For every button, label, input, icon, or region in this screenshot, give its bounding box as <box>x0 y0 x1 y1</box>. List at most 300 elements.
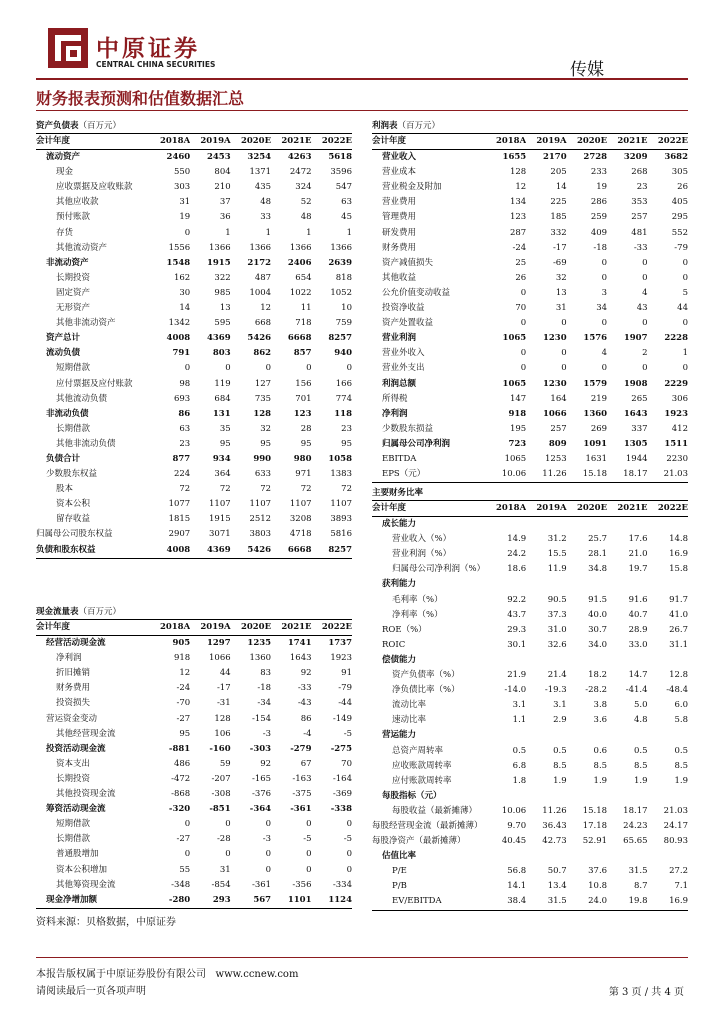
cell-value <box>526 653 566 668</box>
table-header-row <box>36 134 352 150</box>
cell-value <box>526 517 566 533</box>
table-caption <box>372 486 688 500</box>
cell-value: 1741 <box>287 638 312 649</box>
cell-value: 293 <box>212 894 231 905</box>
cell-value <box>486 577 526 592</box>
cell-value: -338 <box>330 804 352 815</box>
table-row <box>372 517 688 533</box>
cell-value: 24.2 <box>507 549 527 560</box>
row-label: 负债合计 <box>46 453 81 464</box>
cell-value: 269 <box>590 423 608 434</box>
cell-value: 1004 <box>249 287 272 298</box>
cell-value: 3071 <box>209 529 231 540</box>
table-row <box>372 728 688 743</box>
data-source: 资料来源：贝格数据，中原证券 <box>36 917 176 928</box>
cell-value <box>607 849 647 864</box>
cell-value: 303 <box>173 182 191 193</box>
cell-value: 26 <box>677 182 688 193</box>
cell-value: 162 <box>173 272 191 283</box>
cell-value: 13 <box>555 287 567 298</box>
cell-value: 1 <box>265 227 272 238</box>
cell-value: 59 <box>219 758 231 769</box>
table-row <box>36 226 352 241</box>
cell-value: 1297 <box>206 638 231 649</box>
cell-value: 2172 <box>247 257 272 268</box>
table-row <box>36 863 352 878</box>
cell-value: 1107 <box>209 499 231 510</box>
cell-value: 8.5 <box>593 760 608 771</box>
disclaimer-text: 请阅读最后一页各项声明 <box>36 986 146 997</box>
cell-value: -33 <box>633 242 648 253</box>
cell-value: -334 <box>332 879 352 890</box>
cell-value: -149 <box>332 713 352 724</box>
table-row <box>372 744 688 759</box>
table-row <box>36 377 352 392</box>
cell-value: 27.2 <box>669 866 688 877</box>
cell-value: -69 <box>552 257 567 268</box>
row-label: 流动负债 <box>46 348 81 359</box>
cell-value: 257 <box>631 212 648 223</box>
cell-value: 0 <box>601 318 608 329</box>
table-row <box>372 759 688 774</box>
table-row <box>372 547 688 562</box>
cell-value: 322 <box>214 272 231 283</box>
cell-value: 3803 <box>249 529 272 540</box>
table-row <box>36 847 352 862</box>
cell-value: 48 <box>260 197 272 208</box>
cell-value: 2406 <box>287 257 312 268</box>
row-label: 资产负债率（%） <box>392 670 460 681</box>
column-header-year: 2022E <box>321 622 352 632</box>
cell-value: 305 <box>671 167 688 178</box>
cell-value: 12 <box>515 182 527 193</box>
table-row <box>372 407 688 422</box>
table-row <box>36 165 352 180</box>
cell-value: -17 <box>216 683 231 694</box>
cell-value: -275 <box>330 743 352 754</box>
table-row <box>36 452 352 467</box>
cell-value: 95 <box>341 438 352 449</box>
cell-value: 0 <box>306 849 312 860</box>
cell-value: 205 <box>550 167 567 178</box>
row-label: 少数股东权益 <box>46 469 98 480</box>
cell-value: 13 <box>219 303 231 314</box>
cell-value: 1107 <box>289 499 312 510</box>
table-row <box>36 636 352 652</box>
cell-value <box>567 728 607 743</box>
cell-value: 91.6 <box>628 594 648 605</box>
cell-value: 31.5 <box>628 866 648 877</box>
cell-value: 224 <box>173 469 191 480</box>
cell-value: 72 <box>219 484 231 495</box>
row-label: 营业成本 <box>382 167 417 178</box>
cell-value: -160 <box>209 743 231 754</box>
row-label: 公允价值变动收益 <box>382 287 451 298</box>
cell-value: 34 <box>596 303 608 314</box>
cell-value: 98 <box>179 378 191 389</box>
cell-value: 412 <box>671 423 688 434</box>
row-label: 其他收益 <box>382 272 417 283</box>
table-caption-text: 现金流量表 <box>36 607 79 617</box>
cell-value: 185 <box>550 212 567 223</box>
cell-value <box>607 517 647 533</box>
table-row <box>36 331 352 346</box>
cell-value: 3.1 <box>512 700 527 711</box>
cell-value: 40.0 <box>588 609 608 620</box>
cell-value: 3 <box>601 287 608 298</box>
cell-value: 72 <box>179 484 191 495</box>
cell-value: 547 <box>335 182 352 193</box>
cell-value: 92.2 <box>507 594 527 605</box>
cell-value: 2512 <box>249 514 272 525</box>
cell-value: -24 <box>176 683 191 694</box>
cell-value: 134 <box>509 197 527 208</box>
cell-value: 70 <box>341 758 352 769</box>
cell-value: 128 <box>509 167 527 178</box>
row-label: 资本公积增加 <box>56 864 108 875</box>
row-label: 存货 <box>56 227 74 238</box>
table-row <box>36 286 352 301</box>
row-label: 其他投资现金流 <box>56 789 116 800</box>
cell-value: -14.0 <box>504 685 527 696</box>
cell-value: 1066 <box>209 653 231 664</box>
cell-value: 940 <box>334 348 352 359</box>
cell-value: 3.1 <box>553 700 567 711</box>
cell-value: 52 <box>300 197 312 208</box>
table-row <box>36 878 352 893</box>
cell-value: 487 <box>254 272 272 283</box>
cell-value: 1101 <box>287 894 312 905</box>
cell-value: 30.7 <box>588 624 608 635</box>
cell-value: 72 <box>300 484 312 495</box>
cell-value: 34.0 <box>588 639 608 650</box>
cell-value: 1230 <box>542 378 567 389</box>
cell-value: 4718 <box>289 529 312 540</box>
cell-value: 2728 <box>583 152 608 163</box>
cell-value: 5.8 <box>674 715 688 726</box>
website-link[interactable]: www.ccnew.com <box>215 969 299 980</box>
table-row <box>36 543 352 559</box>
row-label: 每股收益（最新摊薄） <box>392 805 478 816</box>
cell-value: 1253 <box>545 453 567 464</box>
cell-value: 10.8 <box>588 881 608 892</box>
cell-value: 654 <box>295 272 312 283</box>
table-row <box>36 651 352 666</box>
cell-value: 91.5 <box>588 594 608 605</box>
cell-value: 24.23 <box>623 820 648 831</box>
table-row <box>36 497 352 512</box>
cell-value: 19 <box>596 182 608 193</box>
cell-value: 15.18 <box>582 469 608 480</box>
cell-value <box>526 577 566 592</box>
cell-value: 0 <box>520 348 527 359</box>
cell-value: 0 <box>561 348 567 359</box>
cell-value: 23 <box>179 438 191 449</box>
cell-value: 14.9 <box>507 534 527 545</box>
cell-value: 80.93 <box>663 836 688 847</box>
cell-value: 8.7 <box>633 881 648 892</box>
cell-value: 1.1 <box>512 715 527 726</box>
cell-value: 332 <box>550 227 567 238</box>
row-label: EBITDA <box>382 453 417 464</box>
cell-value: 0 <box>225 849 231 860</box>
cell-value: 18.17 <box>623 805 648 816</box>
cell-value: 15.18 <box>582 805 608 816</box>
cell-value: 33.0 <box>628 639 648 650</box>
cell-value: -5 <box>303 834 312 845</box>
cell-value: 210 <box>214 182 231 193</box>
cell-value: 1 <box>225 227 231 238</box>
cell-value: 127 <box>254 378 272 389</box>
row-label: 短期借款 <box>56 819 91 830</box>
cell-value: -279 <box>290 743 312 754</box>
cell-value: -881 <box>168 743 191 754</box>
cell-value: 225 <box>550 197 567 208</box>
cell-value: 5.0 <box>633 700 648 711</box>
cell-value: -5 <box>343 728 352 739</box>
column-header-year: 2019A <box>200 136 231 146</box>
cell-value: 268 <box>631 167 648 178</box>
cell-value: 735 <box>254 393 272 404</box>
cell-value: 1383 <box>330 469 352 480</box>
cell-value: 3.6 <box>593 715 608 726</box>
column-header-year: 2018A <box>159 136 191 146</box>
cell-value: 21.03 <box>663 469 688 480</box>
cell-value: 0 <box>346 864 352 875</box>
row-label: 管理费用 <box>382 212 417 223</box>
row-label: 短期借款 <box>56 363 91 374</box>
cell-value: 15.8 <box>669 564 688 575</box>
row-label: 长期投资 <box>56 773 91 784</box>
cell-value: 32.6 <box>547 639 567 650</box>
cell-value <box>648 577 688 592</box>
cell-value: 41.0 <box>669 609 688 620</box>
cell-value: -28.2 <box>585 685 608 696</box>
cell-value: 21.9 <box>507 670 527 681</box>
cell-value <box>486 849 526 864</box>
column-header-year: 2019A <box>536 503 567 513</box>
cell-value: 28.1 <box>588 549 608 560</box>
column-header-label: 会计年度 <box>372 503 407 513</box>
cell-value: 91.7 <box>669 594 688 605</box>
column-header-year: 2022E <box>321 136 352 146</box>
table-row <box>372 804 688 819</box>
column-header-year: 2021E <box>281 622 312 632</box>
row-label: 投资活动现金流 <box>46 743 106 754</box>
table-row <box>372 180 688 195</box>
row-label: 经营活动现金流 <box>46 638 106 649</box>
cell-value: -19.3 <box>544 685 567 696</box>
cell-value: 1091 <box>583 438 608 449</box>
cell-value: 24.0 <box>588 896 608 907</box>
cell-value: 0 <box>601 257 608 268</box>
cell-value: 1360 <box>583 408 608 419</box>
cell-value: 34.8 <box>588 564 608 575</box>
table-row <box>372 256 688 271</box>
cell-value: 1907 <box>623 333 648 344</box>
cell-value: 0 <box>346 363 352 374</box>
row-label: 资产减值损失 <box>382 257 434 268</box>
cell-value: 809 <box>548 438 567 449</box>
cell-value: 30.1 <box>507 639 527 650</box>
cell-value: 156 <box>295 378 312 389</box>
table-row <box>36 467 352 482</box>
table-row <box>36 150 352 166</box>
cell-value: 0 <box>642 257 648 268</box>
cell-value: 28 <box>300 423 312 434</box>
cell-value: 5 <box>682 287 688 298</box>
row-label: 归属母公司净利润（%） <box>392 564 486 575</box>
row-label: 预付账款 <box>56 212 91 223</box>
column-header-year: 2021E <box>617 136 648 146</box>
cell-value: 8.5 <box>674 760 688 771</box>
table-row <box>36 346 352 361</box>
page-header <box>0 0 724 80</box>
table-row <box>36 482 352 497</box>
cell-value <box>567 517 607 533</box>
column-header-year: 2019A <box>536 136 567 146</box>
company-logo <box>48 26 218 74</box>
table-row <box>372 210 688 225</box>
cell-value: 13.4 <box>547 881 567 892</box>
cell-value: 10 <box>341 303 352 314</box>
cell-value: 10.06 <box>501 469 527 480</box>
cell-value: -79 <box>674 242 688 253</box>
table-row <box>372 608 688 623</box>
cell-value: 18.17 <box>623 469 648 480</box>
cell-value: 0 <box>184 363 191 374</box>
row-label: 资产总计 <box>46 333 81 344</box>
table-row <box>372 698 688 713</box>
table-caption-unit: （百万元） <box>78 607 122 617</box>
cell-value <box>526 728 566 743</box>
table-caption-text: 主要财务比率 <box>372 488 424 498</box>
cell-value: 11.9 <box>547 564 567 575</box>
cell-value: 1944 <box>625 453 648 464</box>
cell-value: 1066 <box>542 408 567 419</box>
column-header-label: 会计年度 <box>372 136 407 146</box>
table-caption-text: 利润表 <box>372 121 398 131</box>
cell-value: 1371 <box>249 167 272 178</box>
cell-value: -28 <box>216 834 231 845</box>
cell-value: 63 <box>341 197 352 208</box>
row-label: 普通股增加 <box>56 849 99 860</box>
cell-value: 0 <box>642 318 648 329</box>
row-label: 资本公积 <box>56 499 91 510</box>
cell-value: 72 <box>260 484 272 495</box>
cell-value: 0 <box>225 363 231 374</box>
cell-value: -375 <box>292 789 312 800</box>
cell-value: 72 <box>341 484 352 495</box>
table-row <box>36 696 352 711</box>
cell-value: 0.6 <box>593 745 608 756</box>
cell-value: 11.26 <box>542 469 567 480</box>
table-row <box>372 422 688 437</box>
cell-value: 905 <box>172 638 191 649</box>
cell-value: 1305 <box>623 438 648 449</box>
table-row <box>372 562 688 577</box>
cell-value: 1107 <box>330 499 352 510</box>
cell-value: 11 <box>300 303 312 314</box>
cell-value: 1058 <box>328 453 352 464</box>
cell-value: 353 <box>631 197 648 208</box>
table-row <box>36 512 352 527</box>
cell-value: 52.91 <box>582 836 608 847</box>
table-row <box>372 668 688 683</box>
table-row <box>36 301 352 316</box>
cell-value: 6668 <box>287 544 312 555</box>
column-header-label: 会计年度 <box>36 622 71 632</box>
cell-value: 164 <box>550 393 567 404</box>
cell-value: 9.70 <box>507 820 527 831</box>
cell-value <box>607 653 647 668</box>
cell-value: 25.7 <box>588 534 608 545</box>
cell-value: 0 <box>265 864 272 875</box>
cell-value: 40.7 <box>628 609 648 620</box>
cell-value: 286 <box>590 197 608 208</box>
cell-value: 1556 <box>168 242 191 253</box>
cell-value: 804 <box>214 167 231 178</box>
table-caption <box>36 119 352 133</box>
row-label: ROIC <box>382 639 406 650</box>
cell-value: 12 <box>179 668 191 679</box>
cell-value: 1923 <box>664 408 688 419</box>
cell-value: 28.9 <box>628 624 648 635</box>
cell-value: -308 <box>211 789 231 800</box>
row-label: 净利率（%） <box>392 609 443 620</box>
cell-value <box>486 517 526 533</box>
cell-value: 0 <box>184 227 191 238</box>
cell-value: 14 <box>555 182 567 193</box>
row-label: 应收账款周转率 <box>392 760 452 771</box>
cell-value: 0.5 <box>674 745 688 756</box>
cell-value: 118 <box>334 408 352 419</box>
row-label: 其他非流动资产 <box>56 318 116 329</box>
cell-value: 595 <box>214 318 231 329</box>
table-row <box>36 361 352 376</box>
cell-value: 265 <box>631 393 648 404</box>
cell-value: 233 <box>590 167 608 178</box>
cell-value: 4263 <box>287 152 312 163</box>
cell-value: 701 <box>295 393 312 404</box>
cell-value: 1737 <box>328 638 352 649</box>
cell-value: 1643 <box>623 408 648 419</box>
cell-value: -163 <box>292 773 312 784</box>
table-row <box>372 195 688 210</box>
row-label: 偿债能力 <box>382 654 417 665</box>
cell-value: 32 <box>555 272 567 283</box>
row-label: 资产处置收益 <box>382 318 434 329</box>
table-row <box>372 638 688 653</box>
cell-value: 95 <box>179 728 191 739</box>
cell-value <box>486 728 526 743</box>
cell-value: 14.7 <box>628 670 648 681</box>
cell-value: 48 <box>300 212 312 223</box>
cell-value: 65.65 <box>623 836 648 847</box>
cell-value: 23 <box>341 423 352 434</box>
row-label: P/B <box>392 881 407 892</box>
row-label: 总资产周转率 <box>392 745 444 756</box>
cell-value: 1.8 <box>512 775 527 786</box>
cell-value: -154 <box>251 713 272 724</box>
cell-value: 8.5 <box>633 760 648 771</box>
cell-value: -356 <box>292 879 312 890</box>
cell-value: 123 <box>509 212 527 223</box>
cell-value: 1915 <box>206 257 231 268</box>
cell-value: 2472 <box>289 167 312 178</box>
cell-value: 24.17 <box>663 820 688 831</box>
table-row <box>372 361 688 376</box>
